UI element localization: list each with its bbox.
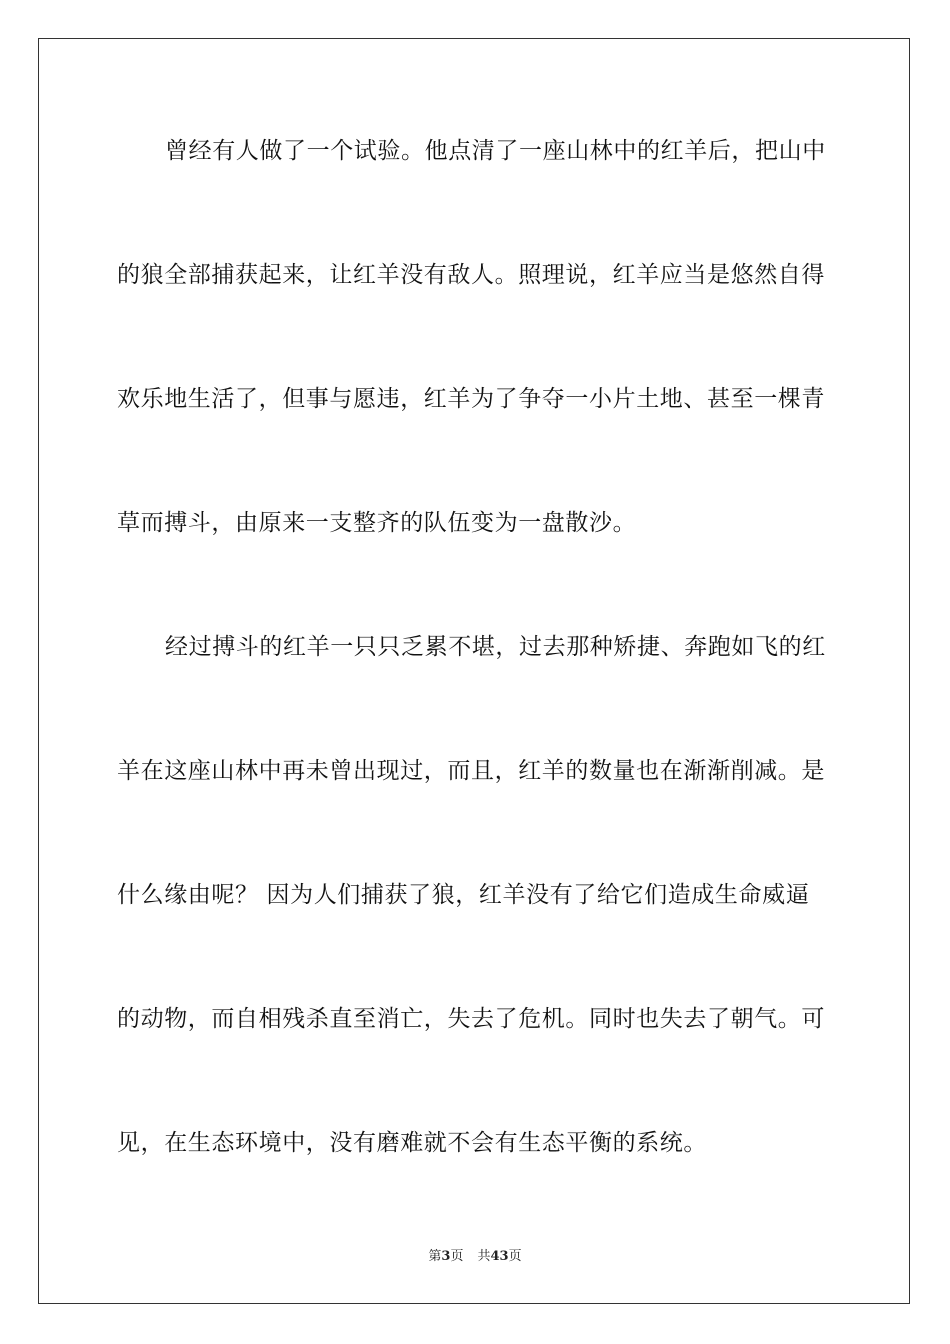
paragraph-2-line-1: 经过搏斗的红羊一只只乏累不堪，过去那种矫捷、奔跑如飞的红: [165, 634, 826, 660]
page-footer: [0, 1248, 950, 1266]
paragraph-2-line-3: 什么缘由呢？ 因为人们捕获了狼，红羊没有了给它们造成生命威逼: [117, 882, 810, 908]
total-pages: 43: [490, 1249, 509, 1264]
page-border: [38, 38, 910, 1304]
paragraph-2-line-4: 的动物，而自相残杀直至消亡，失去了危机。同时也失去了朝气。可: [117, 1006, 825, 1032]
paragraph-1-line-4: 草而搏斗，由原来一支整齐的队伍变为一盘散沙。: [117, 510, 637, 536]
total-prefix: 共: [477, 1249, 491, 1264]
page-suffix: 页: [450, 1249, 464, 1264]
page-number: 3: [441, 1249, 451, 1264]
paragraph-2-line-5: 见，在生态环境中，没有磨难就不会有生态平衡的系统。: [117, 1130, 707, 1156]
paragraph-1-line-2: 的狼全部捕获起来，让红羊没有敌人。照理说，红羊应当是悠然自得: [117, 262, 825, 288]
page-prefix: 第: [428, 1249, 442, 1264]
paragraph-1-line-1: 曾经有人做了一个试验。他点清了一座山林中的红羊后，把山中: [165, 138, 826, 164]
total-suffix: 页: [508, 1249, 522, 1264]
paragraph-2-line-2: 羊在这座山林中再未曾出现过，而且，红羊的数量也在渐渐削减。是: [117, 758, 825, 784]
paragraph-1-line-3: 欢乐地生活了，但事与愿违，红羊为了争夺一小片土地、甚至一棵青: [117, 386, 825, 412]
